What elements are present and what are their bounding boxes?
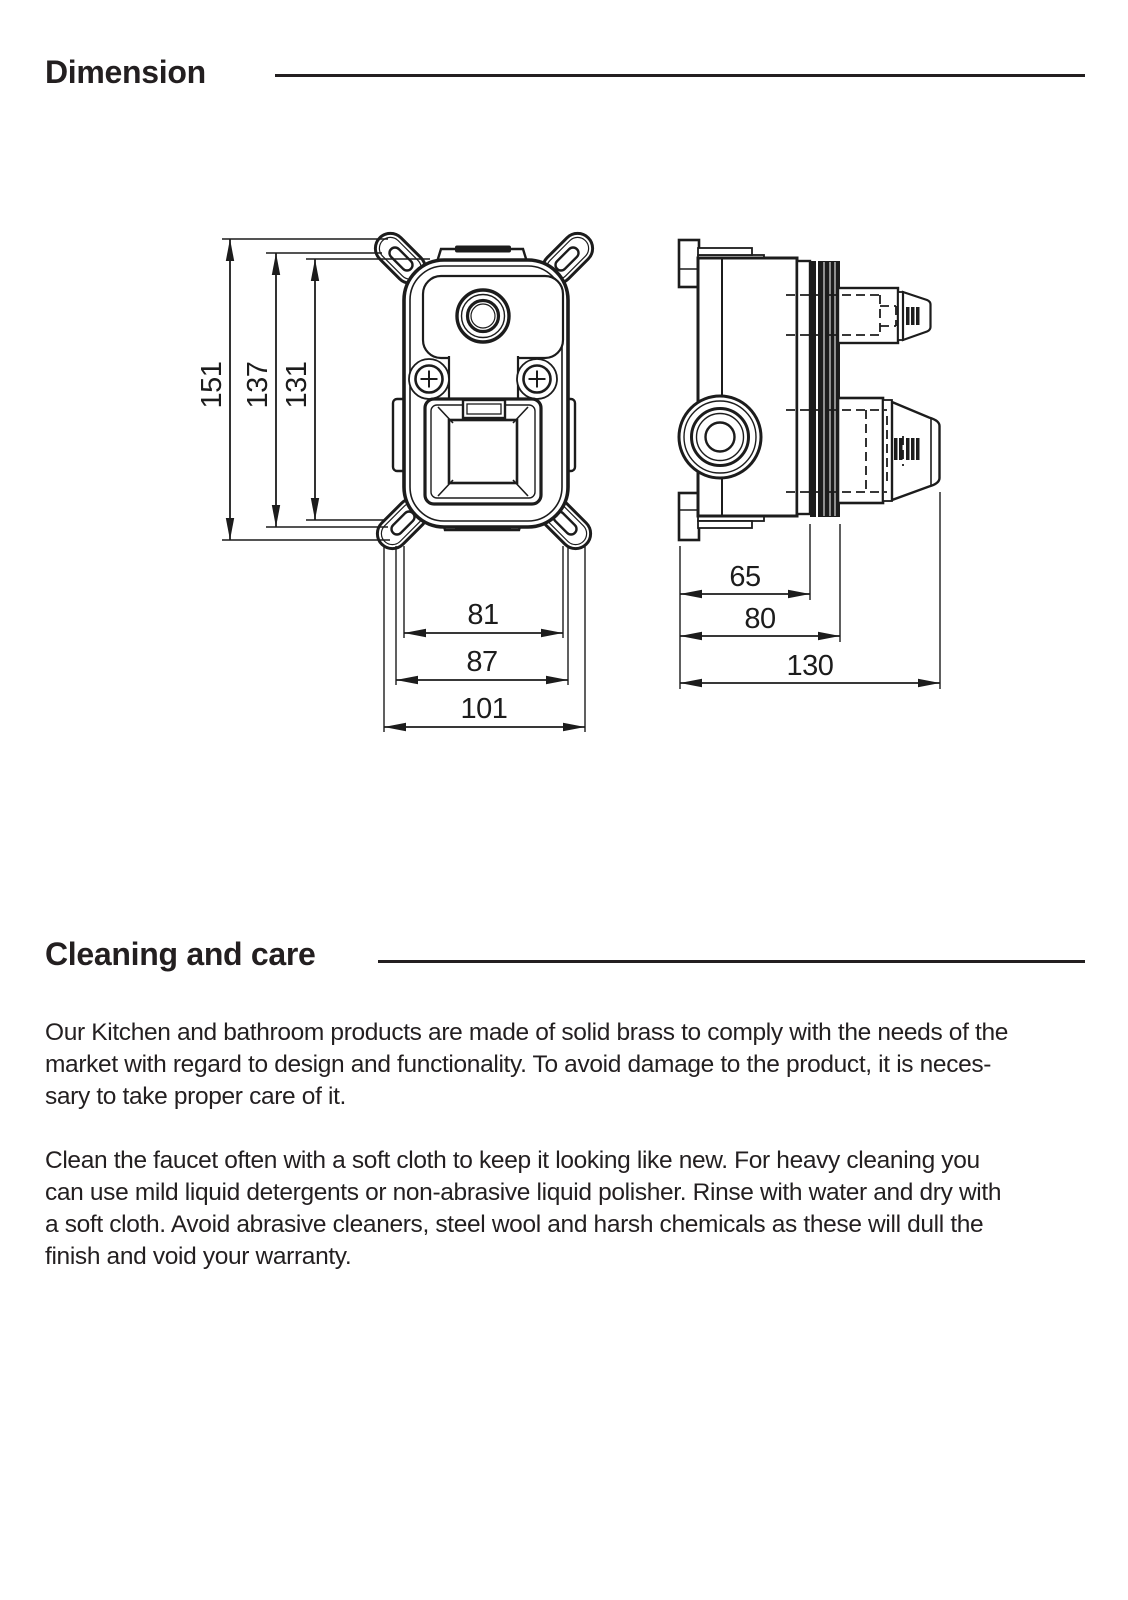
front-view-drawing bbox=[369, 227, 599, 555]
side-view-drawing bbox=[679, 240, 940, 540]
dim-front-width-overall: 101 bbox=[460, 693, 508, 725]
paragraph-line: a soft cloth. Avoid abrasive cleaners, steel wool and harsh chemicals as these will dull the bbox=[45, 1211, 984, 1238]
cleaning-paragraph-2 bbox=[45, 1145, 1001, 1273]
paragraph-line: Clean the faucet often with a soft cloth to keep it looking like new. For heavy cleaning you bbox=[45, 1147, 980, 1174]
dim-side-depth-overall: 130 bbox=[786, 650, 834, 682]
dim-side-depth-mid: 80 bbox=[744, 603, 776, 635]
paragraph-line: market with regard to design and functionality. To avoid damage to the product, it is neces- bbox=[45, 1051, 992, 1078]
section-title-dimension: Dimension bbox=[45, 54, 206, 90]
square-opening bbox=[425, 399, 541, 504]
side-port-circle bbox=[679, 396, 761, 478]
section-rule bbox=[378, 960, 1085, 963]
lower-connector bbox=[838, 398, 940, 503]
bracket-tab-bottom bbox=[679, 493, 699, 540]
dim-front-height-overall: 151 bbox=[196, 361, 228, 409]
dim-side-depth-inner: 65 bbox=[729, 561, 761, 593]
paragraph-line: can use mild liquid detergents or non-abrasive liquid polisher. Rinse with water and dry with bbox=[45, 1179, 1002, 1206]
paragraph-line: Our Kitchen and bathroom products are made of solid brass to comply with the needs of the bbox=[45, 1019, 1009, 1046]
bracket-tab-top bbox=[679, 240, 699, 287]
screw-left bbox=[416, 366, 443, 393]
section-title-cleaning: Cleaning and care bbox=[45, 936, 316, 972]
paragraph-line: sary to take proper care of it. bbox=[45, 1083, 346, 1110]
paragraph-line: finish and void your warranty. bbox=[45, 1243, 352, 1270]
dim-front-height-mid: 137 bbox=[242, 361, 274, 409]
cleaning-paragraph-1 bbox=[45, 1017, 1008, 1113]
dim-front-width-inner: 81 bbox=[467, 599, 499, 631]
upper-connector bbox=[838, 288, 931, 343]
dim-front-width-mid: 87 bbox=[466, 646, 498, 678]
screw-right bbox=[524, 366, 551, 393]
face-panel bbox=[423, 276, 563, 358]
dim-front-height-inner: 131 bbox=[281, 361, 313, 409]
